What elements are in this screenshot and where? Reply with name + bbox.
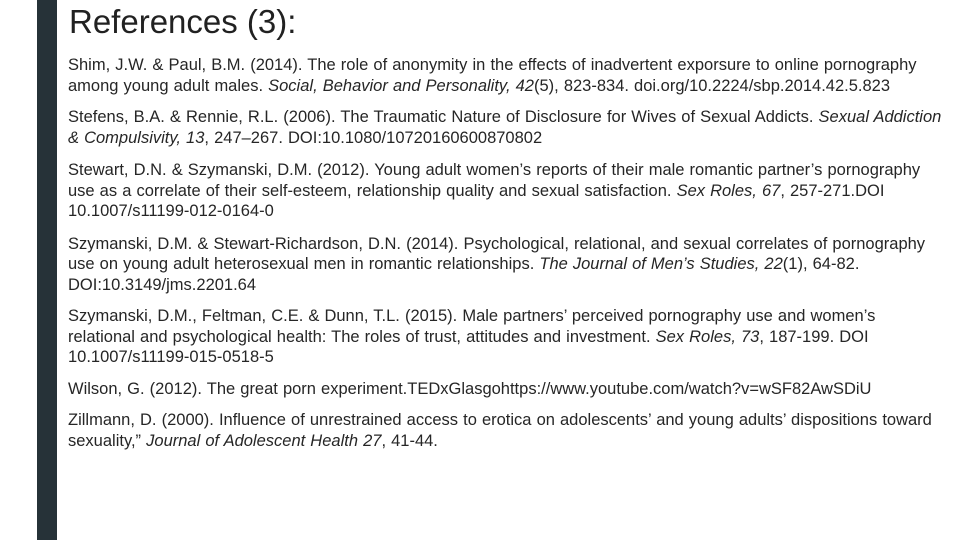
reference-details: , 187-199. DOI 10.1007/s11199-015-0518-5 — [68, 327, 869, 366]
reference-list — [68, 55, 943, 462]
reference-text: Szymanski, D.M. & Stewart-Richardson, D.N. (2014). Psychological, relational, and sexual correlates of pornography use on young adult heterosexual men in romantic relationships. — [68, 234, 926, 273]
accent-bar — [37, 0, 57, 540]
reference-item — [68, 234, 943, 296]
reference-journal: Sex Roles, 67 — [676, 181, 781, 200]
reference-details: , 247–267. DOI:10.1080/10720160600870802 — [204, 128, 543, 147]
reference-journal: Sex Roles, 73 — [655, 327, 760, 346]
reference-journal: The Journal of Men’s Studies, 22 — [539, 255, 783, 273]
reference-details: (5), 823-834. doi.org/10.2224/sbp.2014.42.5.823 — [533, 76, 891, 95]
reference-item — [68, 107, 943, 148]
reference-text: Stewart, D.N. & Szymanski, D.M. (2012). Young adult women’s reports of their male romantic partner’s pornography use as a correlate of their self-esteem, relationship quality and sexual satisfaction. — [68, 161, 921, 200]
reference-item — [68, 160, 943, 222]
reference-details: , 257-271.DOI 10.1007/s11199-012-0164-0 — [68, 181, 885, 220]
reference-text: Szymanski, D.M., Feltman, C.E. & Dunn, T.L. (2015). Male partners’ perceived pornography use and women’s relational and psychological health: The roles of trust, attitudes and investment. — [68, 307, 876, 346]
reference-text: Shim, J.W. & Paul, B.M. (2014). The role of anonymity in the effects of inadvertent exporsure to online pornography among young adult males. — [68, 56, 917, 95]
reference-journal: Social, Behavior and Personality, 42 — [268, 76, 534, 95]
reference-journal: Sexual Addiction & Compulsivity, 13 — [68, 108, 942, 147]
reference-item — [68, 306, 943, 368]
reference-details: , 41-44. — [381, 431, 438, 450]
reference-text: Stefens, B.A. & Rennie, R.L. (2006). The Traumatic Nature of Disclosure for Wives of Sexual Addicts. — [68, 108, 819, 126]
reference-item — [68, 379, 943, 400]
reference-details: (1), 64-82. DOI:10.3149/jms.2201.64 — [68, 255, 860, 294]
reference-item — [68, 410, 943, 451]
slide-title: References (3): — [69, 3, 297, 40]
reference-journal: Journal of Adolescent Health 27 — [146, 431, 382, 450]
reference-text: Wilson, G. (2012). The great porn experiment.TEDxGlasgohttps://www.youtube.com/watch?v=wSF82AwSDiU — [68, 379, 872, 398]
reference-item — [68, 55, 943, 96]
reference-text: Zillmann, D. (2000). Influence of unrestrained access to erotica on adolescents’ and young adults’ dispositions toward sexuality,” — [68, 411, 932, 450]
